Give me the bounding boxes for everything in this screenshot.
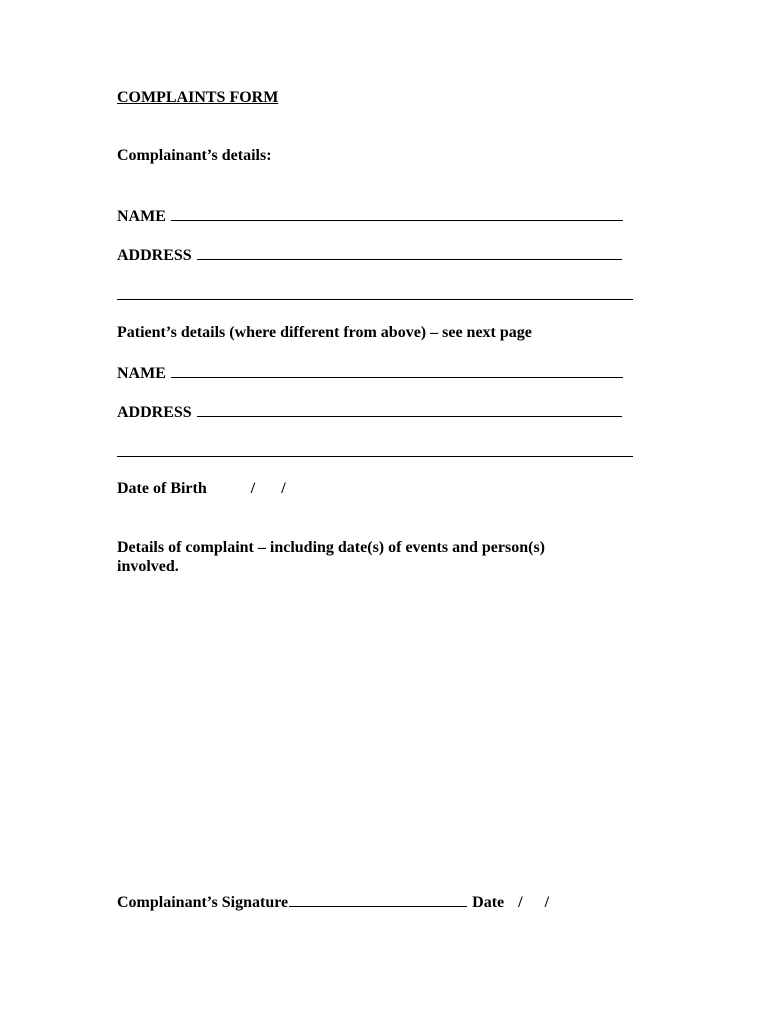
complaint-details-area[interactable] <box>117 585 633 875</box>
patient-address-field-line2[interactable] <box>117 456 633 457</box>
signature-label: Complainant’s Signature <box>117 894 289 911</box>
date-label: Date <box>472 894 505 911</box>
date-separator: / <box>544 894 550 911</box>
complainant-heading: Complainant’s details: <box>117 147 272 164</box>
patient-address-field[interactable] <box>197 401 622 417</box>
date-separator: / <box>518 894 523 911</box>
patient-name-row <box>117 362 623 384</box>
dob-label: Date of Birth <box>117 480 207 497</box>
signature-row <box>117 891 549 913</box>
complainant-address-row <box>117 244 622 266</box>
patient-heading: Patient’s details (where different from above) – see next page <box>117 324 532 341</box>
address-label: ADDRESS <box>117 247 192 264</box>
patient-address-row <box>117 401 622 423</box>
dob-separator: / <box>281 480 286 497</box>
dob-separator: / <box>250 480 256 497</box>
address-field-line2[interactable] <box>117 299 633 300</box>
patient-name-label: NAME <box>117 365 166 382</box>
dob-row <box>117 479 286 499</box>
patient-address-label: ADDRESS <box>117 404 192 421</box>
name-field[interactable] <box>171 205 623 221</box>
complainant-name-row <box>117 205 623 227</box>
form-title: COMPLAINTS FORM <box>117 89 279 106</box>
signature-field[interactable] <box>289 891 467 907</box>
address-field[interactable] <box>197 244 622 260</box>
patient-name-field[interactable] <box>171 362 623 378</box>
complaint-details-heading: Details of complaint – including date(s) of events and person(s) <box>117 539 546 556</box>
name-label: NAME <box>117 208 166 225</box>
complaint-details-heading-cont: involved. <box>117 558 179 575</box>
